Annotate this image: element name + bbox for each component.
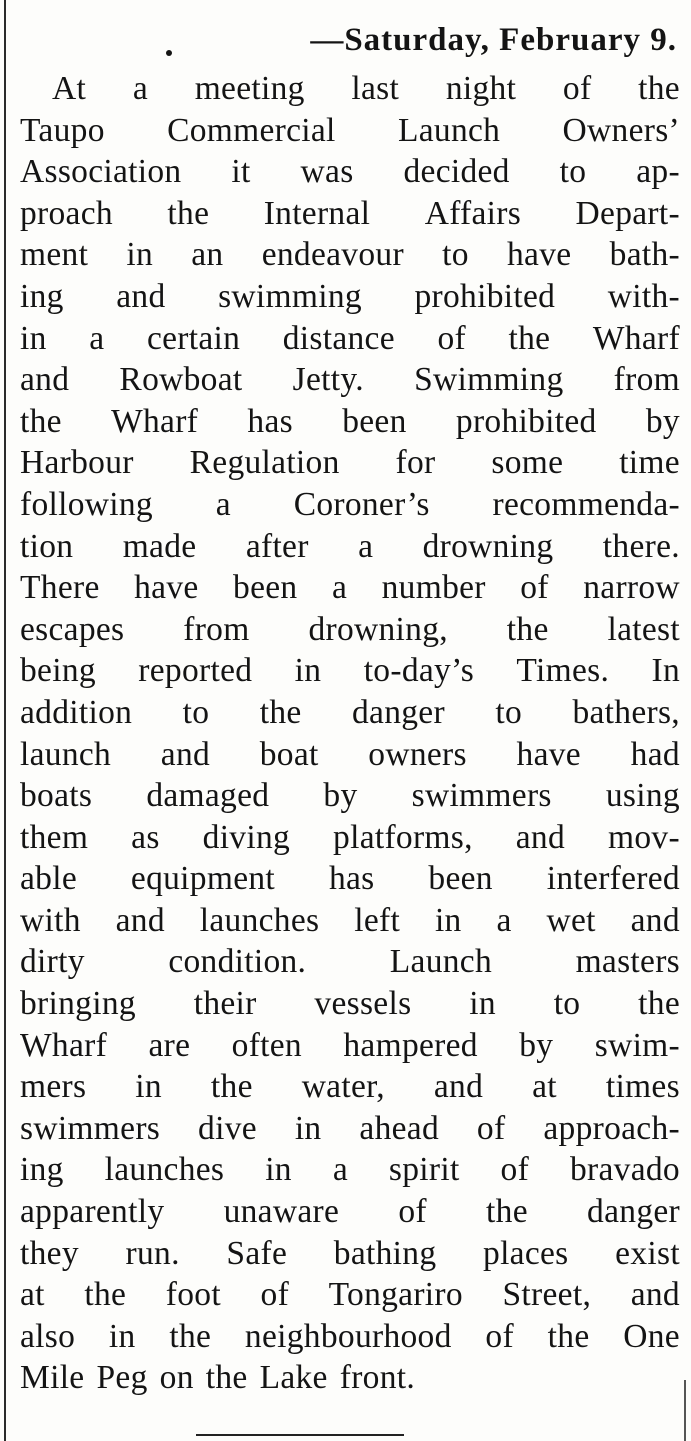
article-word: distance <box>282 319 395 357</box>
article-word: often <box>231 1026 302 1064</box>
article-word: made <box>122 527 197 565</box>
article-word: left <box>354 901 401 939</box>
article-line <box>20 650 680 692</box>
article-word: mers <box>20 1068 87 1106</box>
article-word: bathers, <box>572 693 680 731</box>
article-line <box>20 151 680 193</box>
article-word: drowning <box>422 527 554 565</box>
article-word: Affairs <box>424 194 522 232</box>
article-word: swimming <box>218 277 362 315</box>
article-word: diving <box>202 818 291 856</box>
article-word: by <box>323 777 358 815</box>
article-word: Safe <box>226 1234 288 1272</box>
article-word: the <box>486 1193 528 1231</box>
article-word: with- <box>607 277 680 315</box>
article-word: by <box>519 1026 554 1064</box>
article-word: the <box>205 1359 248 1397</box>
article-word: bathing <box>333 1234 437 1272</box>
article-word: ment <box>20 236 89 274</box>
article-line <box>20 1108 680 1150</box>
article-word: recommenda- <box>492 485 680 523</box>
article-word: Coroner’s <box>293 485 430 523</box>
article-word: the <box>547 1317 590 1355</box>
article-word: water, <box>301 1068 385 1106</box>
article-word: in <box>294 652 322 690</box>
article-word: Association <box>20 153 182 191</box>
article-word: been <box>233 569 298 607</box>
column-rule-right <box>684 1380 686 1441</box>
article-line <box>20 484 680 526</box>
article-word: wet <box>546 901 596 939</box>
article-word: an <box>191 236 224 274</box>
article-line <box>20 318 680 360</box>
article-word: of <box>500 1151 530 1189</box>
article-word: Swimming <box>414 361 564 399</box>
article-line <box>20 734 680 776</box>
article-word: have <box>134 569 199 607</box>
article-word: the <box>20 402 62 440</box>
article-word: and <box>20 361 70 399</box>
article-word: to <box>553 985 581 1023</box>
article-word: in <box>265 1151 292 1189</box>
article-word: Jetty. <box>292 361 364 399</box>
article-word: bravado <box>569 1151 680 1189</box>
article-word: narrow <box>583 569 680 607</box>
article-body <box>20 68 680 1399</box>
article-word: there. <box>602 527 680 565</box>
article-word: Depart- <box>575 194 680 232</box>
article-line <box>20 401 680 443</box>
article-word: they <box>20 1234 79 1272</box>
article-word: and <box>116 277 166 315</box>
article-word: time <box>619 444 680 482</box>
article-line <box>20 1025 680 1067</box>
article-word: the <box>210 1068 253 1106</box>
article-word: spirit <box>388 1151 460 1189</box>
article-word: and <box>160 735 211 773</box>
article-word: bringing <box>20 985 136 1023</box>
article-word: it <box>231 153 251 191</box>
article-word: was <box>300 153 354 191</box>
article-line <box>20 983 680 1025</box>
article-word: in <box>20 319 47 357</box>
article-word: the <box>638 70 680 107</box>
article-word: the <box>169 1317 212 1355</box>
article-word: last <box>351 70 400 107</box>
article-line <box>20 609 680 651</box>
article-line <box>20 442 680 484</box>
article-word: using <box>605 777 680 815</box>
article-word: danger <box>587 1193 680 1231</box>
article-word: masters <box>575 943 680 981</box>
article-word: interfered <box>546 860 680 898</box>
article-word: a <box>132 70 148 107</box>
article-word: with <box>20 901 81 939</box>
article-word: owners <box>368 735 467 773</box>
article-word: and <box>115 901 165 939</box>
article-word: Wharf <box>111 402 199 440</box>
article-word: condition. <box>168 943 307 981</box>
article-word: following <box>20 485 153 523</box>
article-word: in <box>434 901 462 939</box>
article-line <box>20 1316 680 1358</box>
article-line <box>20 1357 680 1399</box>
article-word: Wharf <box>592 319 680 357</box>
article-word: run. <box>125 1234 180 1272</box>
article-word: Launch <box>397 111 501 149</box>
article-word: apparently <box>20 1193 165 1231</box>
article-word: Harbour <box>20 444 134 482</box>
article-word: mov- <box>608 818 680 856</box>
article-word: and <box>630 1276 680 1314</box>
article-word: on <box>159 1359 194 1397</box>
article-word: in <box>135 1068 162 1106</box>
article-word: the <box>508 319 551 357</box>
article-word: to <box>442 236 469 274</box>
article-word: Peg <box>96 1359 148 1397</box>
article-word: Mile <box>20 1359 85 1397</box>
article-word: of <box>476 1109 506 1147</box>
article-word: number <box>381 569 486 607</box>
article-word: have <box>507 236 572 274</box>
article-word: damaged <box>146 777 270 815</box>
article-word: as <box>131 818 160 856</box>
article-word: ing <box>20 277 64 315</box>
article-word: of <box>398 1193 427 1231</box>
article-word: in <box>126 236 154 274</box>
article-word: for <box>395 444 436 482</box>
article-word: hampered <box>343 1026 478 1064</box>
article-word: been <box>342 402 407 440</box>
article-word: decided <box>403 153 510 191</box>
article-word: Regulation <box>189 444 340 482</box>
article-word: has <box>247 402 293 440</box>
article-line <box>20 567 680 609</box>
article-word: places <box>483 1234 569 1272</box>
article-word: has <box>328 860 375 898</box>
article-word: There <box>20 569 100 607</box>
article-word: some <box>491 444 564 482</box>
article-line <box>20 692 680 734</box>
article-word: prohibited <box>455 402 597 440</box>
article-word: to-day’s <box>363 652 475 690</box>
article-line <box>20 234 680 276</box>
article-line <box>20 1274 680 1316</box>
dateline: —Saturday, February 9. <box>310 22 677 58</box>
article-word: ing <box>20 1151 64 1189</box>
article-word: neighbourhood <box>244 1317 452 1355</box>
article-word: to <box>182 693 210 731</box>
column-rule-left <box>4 0 6 1441</box>
article-word: them <box>20 818 89 856</box>
article-word: a <box>496 901 512 939</box>
article-word: ap- <box>636 153 680 191</box>
article-word: at <box>20 1276 45 1314</box>
article-word: Times. <box>516 652 610 690</box>
article-word: at <box>532 1068 557 1106</box>
article-line <box>20 775 680 817</box>
article-word: dive <box>198 1109 257 1147</box>
article-line <box>20 526 680 568</box>
article-word: Rowboat <box>119 361 243 399</box>
article-word: the <box>506 610 549 648</box>
article-line <box>20 1191 680 1233</box>
article-word: a <box>332 1151 348 1189</box>
article-line <box>20 900 680 942</box>
article-word: in <box>108 1317 136 1355</box>
article-word: times <box>605 1068 680 1106</box>
article-word: in <box>294 1109 322 1147</box>
article-word: endeavour <box>261 236 404 274</box>
article-word: danger <box>351 693 445 731</box>
article-word: of <box>562 70 592 107</box>
article-word: ahead <box>359 1109 440 1147</box>
article-word: the <box>84 1276 127 1314</box>
article-word: Street, <box>502 1276 592 1314</box>
article-line <box>20 110 680 152</box>
article-line <box>20 858 680 900</box>
article-word: also <box>20 1317 76 1355</box>
article-word: drowning, <box>308 610 448 648</box>
article-word: have <box>516 735 581 773</box>
article-word: from <box>613 361 680 399</box>
article-word: Taupo <box>20 111 105 149</box>
article-word: One <box>623 1317 680 1355</box>
article-word: had <box>630 735 680 773</box>
article-word: and <box>630 901 680 939</box>
article-word: a <box>331 569 348 607</box>
article-word: meeting <box>194 70 305 107</box>
article-word: a <box>89 319 105 357</box>
article-word: bath- <box>609 236 680 274</box>
article-word: the <box>259 693 302 731</box>
article-word: swimmers <box>20 1109 161 1147</box>
article-word: after <box>245 527 309 565</box>
article-word: addition <box>20 693 133 731</box>
article-line <box>20 1149 680 1191</box>
article-word: equipment <box>130 860 276 898</box>
article-line <box>20 817 680 859</box>
article-word: boats <box>20 777 93 815</box>
article-line <box>20 941 680 983</box>
article-line <box>20 1233 680 1275</box>
article-line <box>20 68 680 110</box>
article-word: launch <box>20 735 112 773</box>
article-word: a <box>358 527 374 565</box>
article-word: swimmers <box>411 777 552 815</box>
article-word: to <box>495 693 523 731</box>
print-speck <box>166 50 172 56</box>
article-word: boat <box>259 735 319 773</box>
article-word: Internal <box>263 194 371 232</box>
article-word: being <box>20 652 96 690</box>
article-word: Commercial <box>167 111 336 149</box>
article-word: latest <box>607 610 680 648</box>
article-word: Tongariro <box>328 1276 463 1314</box>
article-word: of <box>260 1276 290 1314</box>
article-word: proach <box>20 194 113 232</box>
article-word: certain <box>146 319 241 357</box>
article-word: reported <box>138 652 253 690</box>
article-word: and <box>433 1068 484 1106</box>
article-word: able <box>20 860 77 898</box>
article-word: front. <box>339 1359 416 1397</box>
article-word: Launch <box>389 943 493 981</box>
article-word: tion <box>20 527 74 565</box>
article-word: by <box>645 402 680 440</box>
article-word: escapes <box>20 610 125 648</box>
article-word: been <box>428 860 493 898</box>
article-word: Owners’ <box>562 111 680 149</box>
article-word: of <box>485 1317 514 1355</box>
article-word: prohibited <box>414 277 556 315</box>
article-word: exist <box>615 1234 680 1272</box>
article-word: and <box>515 818 566 856</box>
article-word: the <box>167 194 210 232</box>
article-word: launches <box>104 1151 225 1189</box>
article-word: At <box>52 70 87 107</box>
article-word: from <box>183 610 250 648</box>
article-line <box>20 1066 680 1108</box>
article-word: to <box>559 153 587 191</box>
article-word: unaware <box>223 1193 340 1231</box>
article-word: of <box>520 569 549 607</box>
article-word: launches <box>199 901 320 939</box>
bottom-rule <box>196 1434 404 1436</box>
article-word: their <box>193 985 257 1023</box>
article-word: night <box>445 70 517 107</box>
article-word: of <box>437 319 466 357</box>
article-word: Wharf <box>20 1026 108 1064</box>
article-word: Lake <box>259 1359 328 1397</box>
article-word: swim- <box>594 1026 680 1064</box>
article-word: dirty <box>20 943 85 981</box>
article-line <box>20 359 680 401</box>
article-word: foot <box>165 1276 221 1314</box>
article-word: the <box>638 985 680 1023</box>
article-word: in <box>469 985 496 1023</box>
article-line <box>20 276 680 318</box>
article-word: approach- <box>543 1109 680 1147</box>
article-word: platforms, <box>333 818 473 856</box>
article-line <box>20 193 680 235</box>
article-word: a <box>215 485 231 523</box>
article-word: In <box>651 652 680 690</box>
article-word: vessels <box>314 985 412 1023</box>
article-word: are <box>148 1026 191 1064</box>
